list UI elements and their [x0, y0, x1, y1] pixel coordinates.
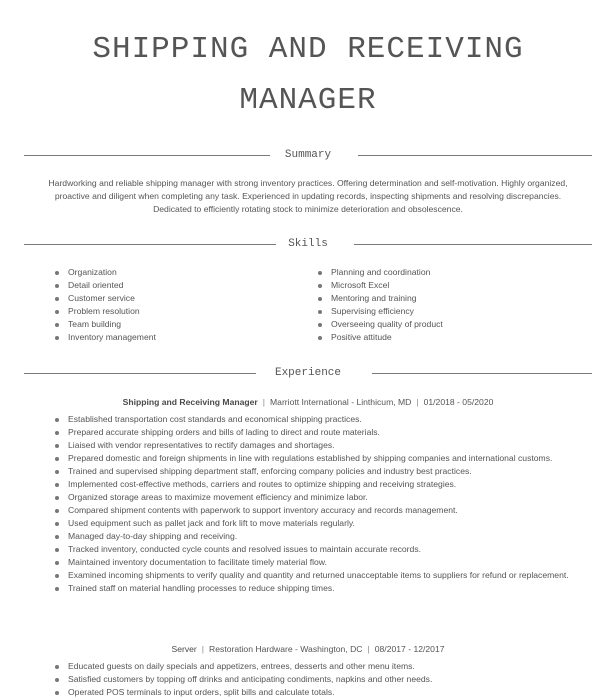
- skills-list-left: [54, 266, 156, 344]
- list-item: Detail oriented: [54, 279, 156, 292]
- list-item: Compared shipment contents with paperwork to support inventory accuracy and records management.: [54, 504, 584, 517]
- experience-section-header: [24, 366, 592, 380]
- list-item: Trained and supervised shipping department staff, enforcing company policies and industry best practices.: [54, 465, 584, 478]
- job-header: [24, 396, 592, 408]
- separator: |: [201, 644, 205, 654]
- list-item: Trained staff on material handling processes to reduce shipping times.: [54, 582, 584, 595]
- experience-heading: Experience: [274, 367, 341, 379]
- list-item: Liaised with vendor representatives to rectify damages and shortages.: [54, 439, 584, 452]
- list-item: Prepared domestic and foreign shipments in line with regulations established by shipping companies and international customs.: [54, 452, 584, 465]
- summary-text: Hardworking and reliable shipping manager with strong inventory practices. Offering determination and self-motivation. Highly organized, proactive and diligent when completing any task. Experienced in updating records, inspecting shipments and resolving discrepancies. Dedicated to efficiently rotating stock to minimize deterioration and obsolescence.: [48, 178, 568, 214]
- list-item: Established transportation cost standards and economical shipping practices.: [54, 413, 584, 426]
- list-item: Supervising efficiency: [317, 305, 443, 318]
- job-bullets: [54, 413, 584, 595]
- job-header: [24, 643, 592, 655]
- summary-heading: Summary: [284, 149, 332, 161]
- list-item: Tracked inventory, conducted cycle counts and resolved issues to maintain accurate records.: [54, 543, 584, 556]
- job-company: Restoration Hardware - Washington, DC: [209, 644, 363, 654]
- list-item: Organized storage areas to maximize movement efficiency and minimize labor.: [54, 491, 584, 504]
- list-item: Managed day-to-day shipping and receiving.: [54, 530, 584, 543]
- separator: |: [416, 397, 419, 407]
- resume-title-line-1: SHIPPING AND RECEIVING: [92, 32, 524, 67]
- skills-section-header: [24, 237, 592, 251]
- job-dates: 08/2017 - 12/2017: [374, 644, 445, 654]
- skills-list-right: [317, 266, 443, 344]
- list-item: Examined incoming shipments to verify quality and quantity and returned unacceptable items to suppliers for refund or replacement.: [54, 569, 584, 582]
- job-role: Shipping and Receiving Manager: [122, 397, 258, 407]
- separator: |: [262, 397, 265, 407]
- separator: |: [367, 644, 370, 654]
- list-item: Microsoft Excel: [317, 279, 443, 292]
- job-role: Server: [171, 644, 197, 654]
- list-item: Organization: [54, 266, 156, 279]
- list-item: Planning and coordination: [317, 266, 443, 279]
- list-item: Satisfied customers by topping off drinks and anticipating condiments, napkins and other needs.: [54, 673, 584, 686]
- list-item: Prepared accurate shipping orders and bills of lading to direct and route materials.: [54, 426, 584, 439]
- list-item: Implemented cost-effective methods, carriers and routes to optimize shipping and receiving strategies.: [54, 478, 584, 491]
- list-item: Used equipment such as pallet jack and fork lift to move materials regularly.: [54, 517, 584, 530]
- list-item: Mentoring and training: [317, 292, 443, 305]
- list-item: Maintained inventory documentation to facilitate timely material flow.: [54, 556, 584, 569]
- list-item: Educated guests on daily specials and appetizers, entrees, desserts and other menu items.: [54, 660, 584, 673]
- list-item: Positive attitude: [317, 331, 443, 344]
- divider-right: [372, 373, 592, 374]
- list-item: Problem resolution: [54, 305, 156, 318]
- list-item: Overseeing quality of product: [317, 318, 443, 331]
- summary-section-header: [24, 148, 592, 162]
- job-dates: 01/2018 - 05/2020: [423, 397, 494, 407]
- list-item: Inventory management: [54, 331, 156, 344]
- divider-right: [354, 244, 592, 245]
- resume-title-line-2: MANAGER: [239, 83, 377, 118]
- list-item: Customer service: [54, 292, 156, 305]
- list-item: Operated POS terminals to input orders, split bills and calculate totals.: [54, 686, 584, 699]
- job-bullets: [54, 660, 584, 699]
- divider-right: [358, 155, 592, 156]
- job-company: Marriott International - Linthicum, MD: [270, 397, 412, 407]
- skills-heading: Skills: [288, 238, 328, 250]
- list-item: Team building: [54, 318, 156, 331]
